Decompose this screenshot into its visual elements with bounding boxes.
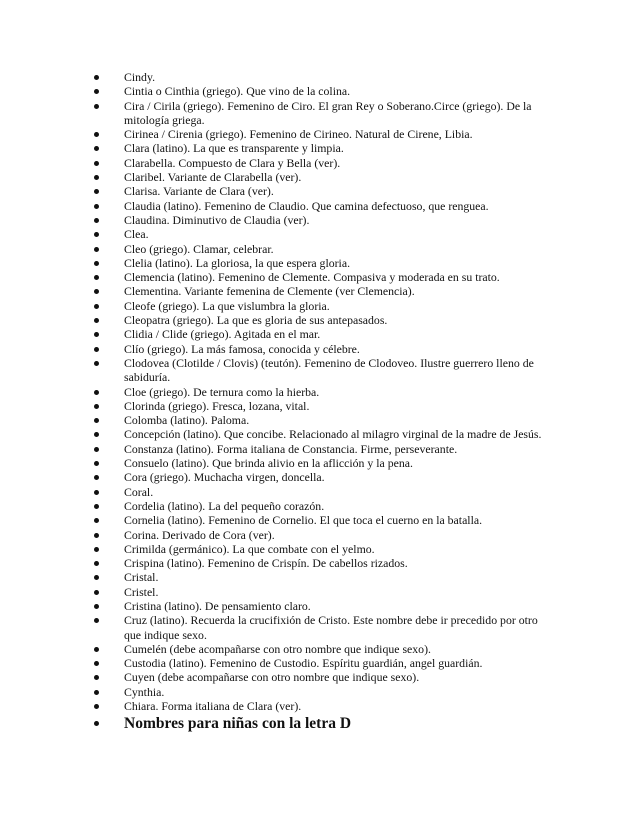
list-item: Clío (griego). La más famosa, conocida y célebre.	[92, 342, 554, 356]
list-item: Clelia (latino). La gloriosa, la que espera gloria.	[92, 256, 554, 270]
list-item: Cynthia.	[92, 685, 554, 699]
list-item: Claudina. Diminutivo de Claudia (ver).	[92, 213, 554, 227]
list-item: Cora (griego). Muchacha virgen, doncella.	[92, 470, 554, 484]
list-item: Clodovea (Clotilde / Clovis) (teutón). Femenino de Clodoveo. Ilustre guerrero lleno de sabiduría.	[92, 356, 554, 385]
list-item: Cruz (latino). Recuerda la crucifixión de Cristo. Este nombre debe ir precedido por otro que indique sexo.	[92, 613, 554, 642]
list-item: Clementina. Variante femenina de Clemente (ver Clemencia).	[92, 284, 554, 298]
list-item: Cristina (latino). De pensamiento claro.	[92, 599, 554, 613]
list-item: Constanza (latino). Forma italiana de Constancia. Firme, perseverante.	[92, 442, 554, 456]
list-item: Coral.	[92, 485, 554, 499]
list-item: Cindy.	[92, 70, 554, 84]
list-item: Cordelia (latino). La del pequeño corazón.	[92, 499, 554, 513]
list-item: Cintia o Cinthia (griego). Que vino de la colina.	[92, 84, 554, 98]
list-item: Claudia (latino). Femenino de Claudio. Que camina defectuoso, que renguea.	[92, 199, 554, 213]
list-item: Cristal.	[92, 570, 554, 584]
list-item: Custodia (latino). Femenino de Custodio. Espíritu guardián, angel guardián.	[92, 656, 554, 670]
list-item: Corina. Derivado de Cora (ver).	[92, 528, 554, 542]
list-item: Chiara. Forma italiana de Clara (ver).	[92, 699, 554, 713]
list-item: Cuyen (debe acompañarse con otro nombre que indique sexo).	[92, 670, 554, 684]
list-item: Consuelo (latino). Que brinda alivio en la aflicción y la pena.	[92, 456, 554, 470]
list-item: Clorinda (griego). Fresca, lozana, vital.	[92, 399, 554, 413]
list-item: Cloe (griego). De ternura como la hierba.	[92, 385, 554, 399]
list-item: Cumelén (debe acompañarse con otro nombre que indique sexo).	[92, 642, 554, 656]
list-item: Crispina (latino). Femenino de Crispín. De cabellos rizados.	[92, 556, 554, 570]
list-item: Cira / Cirila (griego). Femenino de Ciro. El gran Rey o Soberano.Circe (griego). De la mitología griega.	[92, 99, 554, 128]
list-item: Clarabella. Compuesto de Clara y Bella (ver).	[92, 156, 554, 170]
list-item: Cleo (griego). Clamar, celebrar.	[92, 242, 554, 256]
list-item: Clea.	[92, 227, 554, 241]
list-item: Cristel.	[92, 585, 554, 599]
list-item: Cleopatra (griego). La que es gloria de sus antepasados.	[92, 313, 554, 327]
list-item: Clara (latino). La que es transparente y limpia.	[92, 141, 554, 155]
list-item: Clidia / Clide (griego). Agitada en el mar.	[92, 327, 554, 341]
names-list	[92, 70, 554, 733]
list-item: Cornelia (latino). Femenino de Cornelio. El que toca el cuerno en la batalla.	[92, 513, 554, 527]
list-item: Claribel. Variante de Clarabella (ver).	[92, 170, 554, 184]
section-heading: Nombres para niñas con la letra D	[92, 714, 554, 733]
list-item: Crimilda (germánico). La que combate con el yelmo.	[92, 542, 554, 556]
list-item: Cirinea / Cirenia (griego). Femenino de Cirineo. Natural de Cirene, Libia.	[92, 127, 554, 141]
list-item: Colomba (latino). Paloma.	[92, 413, 554, 427]
list-item: Clemencia (latino). Femenino de Clemente. Compasiva y moderada en su trato.	[92, 270, 554, 284]
list-item: Clarisa. Variante de Clara (ver).	[92, 184, 554, 198]
list-item: Concepción (latino). Que concibe. Relacionado al milagro virginal de la madre de Jesús.	[92, 427, 554, 441]
list-item: Cleofe (griego). La que vislumbra la gloria.	[92, 299, 554, 313]
